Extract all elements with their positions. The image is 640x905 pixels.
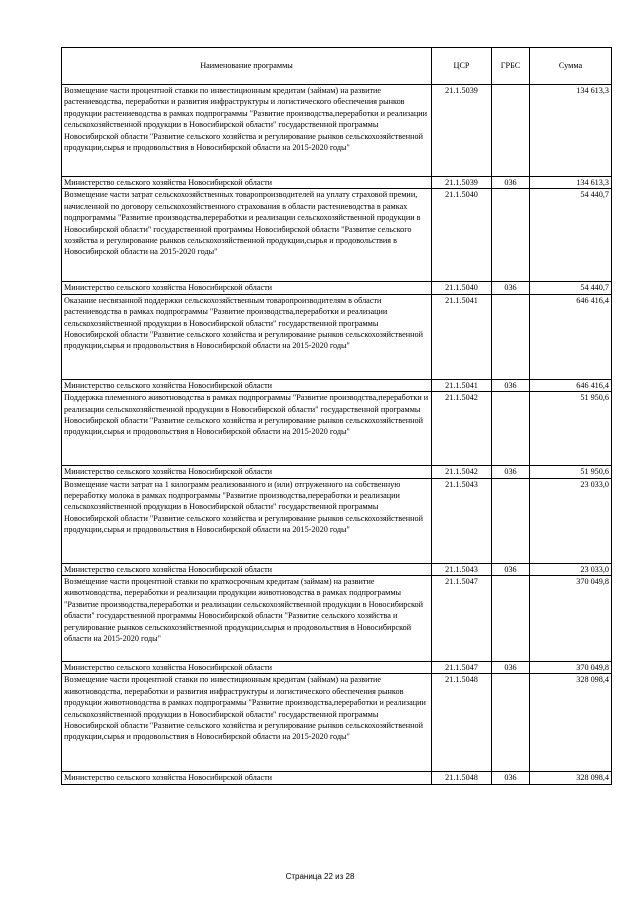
cell-program-name: Возмещение части процентной ставки по краткосрочным кредитам (займам) на развитие животноводства, переработки и реализации продукции животноводства в рамках подпрограммы "Развитие производства,переработки и реализации сельскохозяйственной продукции в Новосибирской области" государственной программы Новосибирской области "Развитие сельского хозяйства и регулирование рынков сельскохозяйственной продукции,сырья и продовольствия в Новосибирской области на 2015-2020 годы" (62, 576, 432, 662)
cell-csr: 21.1.5043 (432, 563, 492, 575)
cell-csr: 21.1.5040 (432, 282, 492, 294)
table-row (62, 379, 612, 391)
table-row (62, 294, 612, 379)
cell-grbs: 036 (492, 772, 530, 784)
cell-grbs (492, 392, 530, 466)
table-header-row (62, 48, 612, 85)
cell-csr: 21.1.5048 (432, 674, 492, 772)
cell-csr: 21.1.5039 (432, 85, 492, 177)
cell-sum: 23 033,0 (530, 478, 612, 563)
cell-sum: 328 098,4 (530, 772, 612, 784)
cell-program-name: Возмещение части процентной ставки по инвестиционным кредитам (займам) на развитие растениеводства, переработки и развития инфраструктуры и логистического обеспечения рынков продукции растениеводства в рамках подпрограммы "Развитие производства,переработки и реализации сельскохозяйственной продукции в Новосибирской области" государственной программы Новосибирской области "Развитие сельского хозяйства и регулирование рынков сельскохозяйственной продукции,сырья и продовольствия в Новосибирской области на 2015-2020 годы" (62, 85, 432, 177)
page-number: Страница 22 из 28 (285, 872, 355, 881)
cell-grbs (492, 674, 530, 772)
cell-grbs: 036 (492, 563, 530, 575)
cell-program-name: Министерство сельского хозяйства Новосибирской области (62, 772, 432, 784)
cell-program-name: Министерство сельского хозяйства Новосибирской области (62, 177, 432, 189)
cell-csr: 21.1.5043 (432, 478, 492, 563)
cell-csr: 21.1.5042 (432, 466, 492, 478)
table-row (62, 85, 612, 177)
cell-program-name: Министерство сельского хозяйства Новосибирской области (62, 379, 432, 391)
cell-program-name: Возмещение части затрат на 1 килограмм реализованного и (или) отгруженного на собственную переработку молока в рамках подпрограммы "Развитие производства,переработки и реализации сельскохозяйственной продукции в Новосибирской области" государственной программы Новосибирской области "Развитие сельского хозяйства и регулирование рынков сельскохозяйственной продукции,сырья и продовольствия в Новосибирской области на 2015-2020 годы" (62, 478, 432, 563)
table-row (62, 282, 612, 294)
table-row (62, 662, 612, 674)
table-row (62, 674, 612, 772)
table-row (62, 189, 612, 282)
header-csr: ЦСР (432, 48, 492, 85)
cell-sum: 646 416,4 (530, 379, 612, 391)
cell-grbs (492, 478, 530, 563)
cell-program-name: Министерство сельского хозяйства Новосибирской области (62, 662, 432, 674)
cell-sum: 23 033,0 (530, 563, 612, 575)
header-sum: Сумма (530, 48, 612, 85)
cell-sum: 51 950,6 (530, 392, 612, 466)
cell-program-name: Возмещение части затрат сельскохозяйственных товаропроизводителей на уплату страховой премии, начисленной по договору сельскохозяйственного страхования в области растениеводства в рамках подпрограммы "Развитие производства,переработки и реализации сельскохозяйственной продукции в Новосибирской области" государственной программы Новосибирской области "Развитие сельского хозяйства и регулирование рынков сельскохозяйственной продукции,сырья и продовольствия в Новосибирской области на 2015-2020 годы" (62, 189, 432, 282)
cell-program-name: Министерство сельского хозяйства Новосибирской области (62, 563, 432, 575)
cell-sum: 328 098,4 (530, 674, 612, 772)
cell-csr: 21.1.5047 (432, 576, 492, 662)
cell-sum: 370 049,8 (530, 662, 612, 674)
cell-grbs: 036 (492, 662, 530, 674)
cell-sum: 54 440,7 (530, 282, 612, 294)
cell-program-name: Возмещение части процентной ставки по инвестиционным кредитам (займам) на развитие животноводства, переработки и развития инфраструктуры и логистического обеспечения рынков продукции животноводства в рамках подпрограммы "Развитие производства,переработки и реализации сельскохозяйственной продукции в Новосибирской области" государственной программы Новосибирской области "Развитие сельского хозяйства и регулирование рынков сельскохозяйственной продукции,сырья и продовольствия в Новосибирской области на 2015-2020 годы" (62, 674, 432, 772)
cell-sum: 51 950,6 (530, 466, 612, 478)
table-row (62, 177, 612, 189)
cell-program-name: Министерство сельского хозяйства Новосибирской области (62, 282, 432, 294)
cell-csr: 21.1.5041 (432, 294, 492, 379)
table-body (62, 85, 612, 785)
cell-sum: 134 613,3 (530, 177, 612, 189)
cell-grbs (492, 189, 530, 282)
cell-csr: 21.1.5048 (432, 772, 492, 784)
cell-csr: 21.1.5039 (432, 177, 492, 189)
cell-csr: 21.1.5040 (432, 189, 492, 282)
cell-grbs: 036 (492, 379, 530, 391)
cell-grbs: 036 (492, 177, 530, 189)
cell-sum: 646 416,4 (530, 294, 612, 379)
table-row (62, 466, 612, 478)
cell-grbs: 036 (492, 282, 530, 294)
cell-csr: 21.1.5042 (432, 392, 492, 466)
cell-grbs (492, 576, 530, 662)
cell-csr: 21.1.5047 (432, 662, 492, 674)
program-table (61, 47, 612, 785)
cell-program-name: Поддержка племенного животноводства в рамках подпрограммы "Развитие производства,переработки и реализации сельскохозяйственной продукции в Новосибирской области" государственной программы Новосибирской области "Развитие сельского хозяйства и регулирование рынков сельскохозяйственной продукции,сырья и продовольствия в Новосибирской области на 2015-2020 годы" (62, 392, 432, 466)
table-row (62, 576, 612, 662)
table-row (62, 392, 612, 466)
table-row (62, 563, 612, 575)
cell-sum: 134 613,3 (530, 85, 612, 177)
header-grbs: ГРБС (492, 48, 530, 85)
table-row (62, 478, 612, 563)
cell-sum: 54 440,7 (530, 189, 612, 282)
cell-grbs (492, 85, 530, 177)
header-program-name: Наименование программы (62, 48, 432, 85)
table-row (62, 772, 612, 784)
cell-program-name: Оказание несвязанной поддержки сельскохозяйственным товаропроизводителям в области растениеводства в рамках подпрограммы "Развитие производства,переработки и реализации сельскохозяйственной продукции в Новосибирской области" государственной программы Новосибирской области "Развитие сельского хозяйства и регулирование рынков сельскохозяйственной продукции,сырья и продовольствия в Новосибирской области на 2015-2020 годы" (62, 294, 432, 379)
cell-grbs (492, 294, 530, 379)
cell-sum: 370 049,8 (530, 576, 612, 662)
cell-csr: 21.1.5041 (432, 379, 492, 391)
budget-sheet (61, 47, 611, 785)
cell-grbs: 036 (492, 466, 530, 478)
cell-program-name: Министерство сельского хозяйства Новосибирской области (62, 466, 432, 478)
